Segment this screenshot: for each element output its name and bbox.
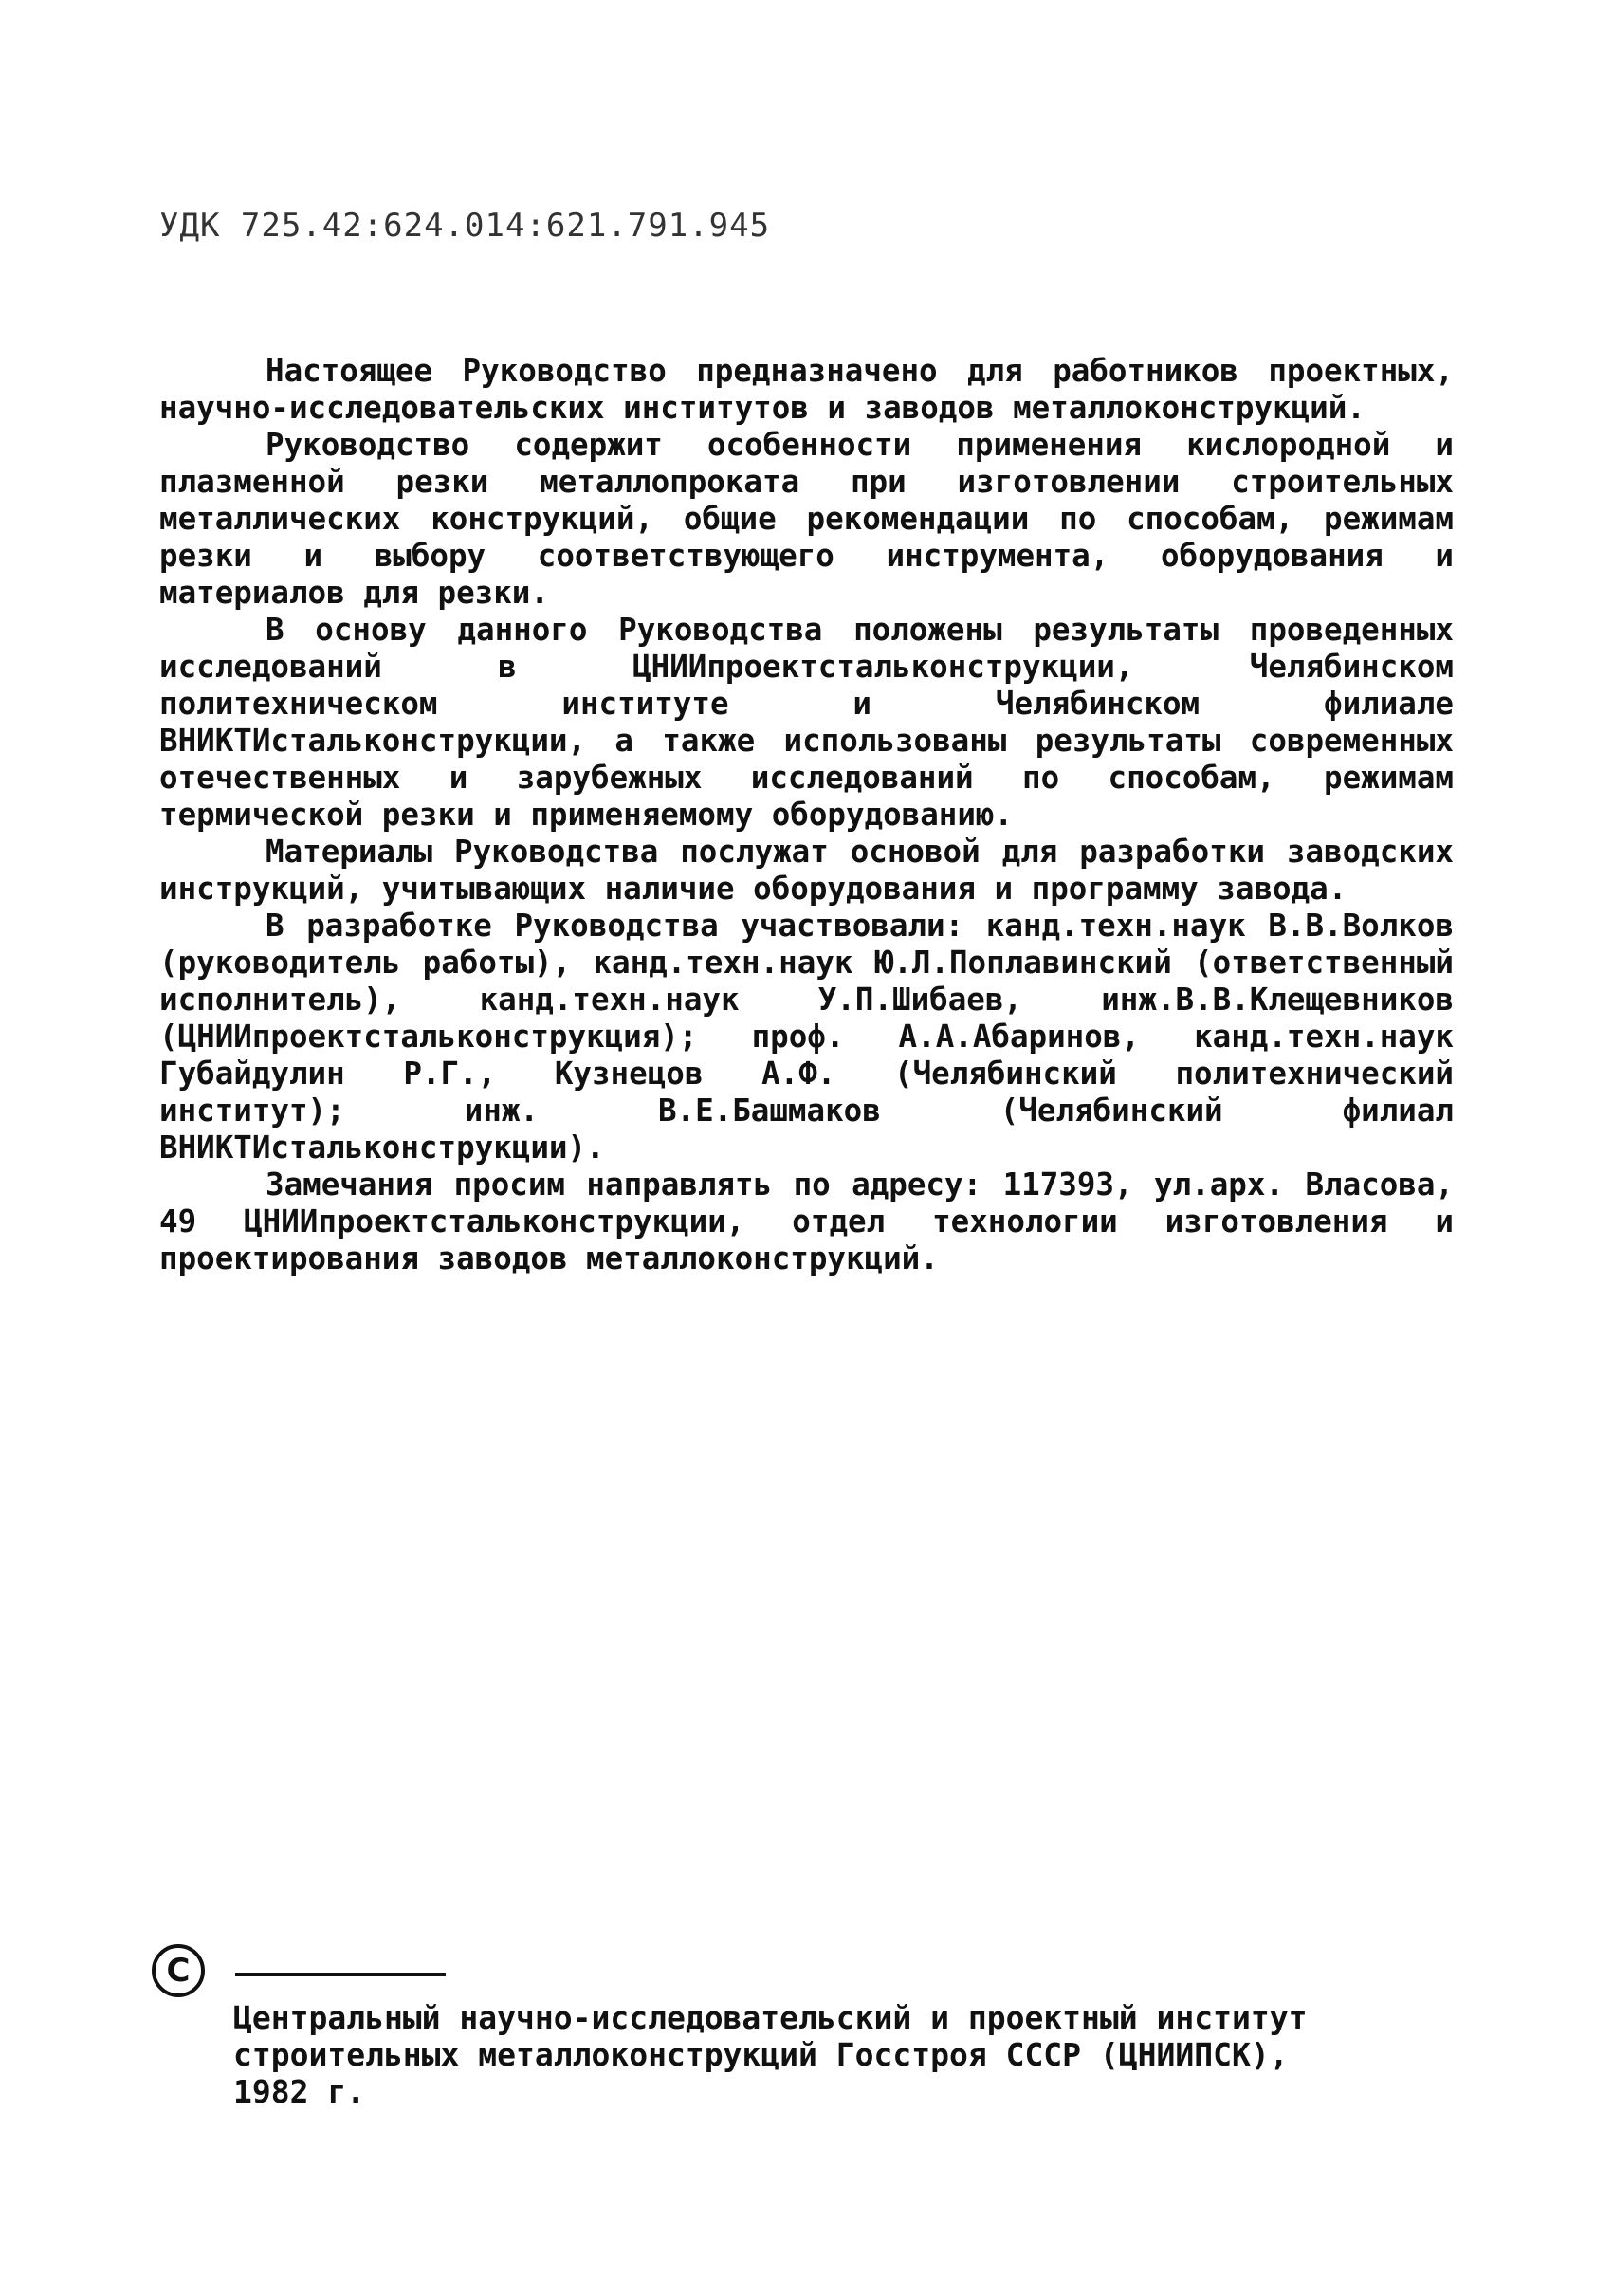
publisher-line: Центральный научно-исследовательский и проектный институт: [233, 1999, 1308, 2036]
footer-divider: [235, 1973, 446, 1976]
publisher-year: 1982 г.: [233, 2073, 366, 2110]
paragraph-purpose: Настоящее Руководство предназначено для работников проектных, научно-исследовательских институтов и заводов металлоконструкций.: [159, 353, 1454, 426]
paragraph-materials: Материалы Руководства послужат основой для разработки заводских инструкций, учитывающих наличие оборудования и программу завода.: [159, 834, 1454, 907]
paragraph-contents: Руководство содержит особенности применения кислородной и плазменной резки металлопроката при изготовлении строительных металлических конструкций, общие рекомендации по способам, режимам резки и выбору соответствующего инструмента, оборудования и материалов для резки.: [159, 427, 1454, 611]
copyright-icon: C: [152, 1944, 205, 1997]
paragraph-feedback: Замечания просим направлять по адресу: 117393, ул.арх. Власова, 49 ЦНИИпроектстальконструкции, отдел технологии изготовления и проектирования заводов металлоконструкций.: [159, 1166, 1454, 1277]
paragraph-authors: В разработке Руководства участвовали: канд.техн.наук В.В.Волков (руководитель работы), канд.техн.наук Ю.Л.Поплавинский (ответственный исполнитель), канд.техн.наук У.П.Шибаев, инж.В.В.Клещевников (ЦНИИпроектстальконструкция); проф. А.А.Абаринов, канд.техн.наук Губайдулин Р.Г., Кузнецов А.Ф. (Челябинский политехнический институт); инж. В.Е.Башмаков (Челябинский филиал ВНИКТИстальконструкции).: [159, 908, 1454, 1166]
publisher-block: [233, 1999, 1428, 2110]
publisher-line: строительных металлоконструкций Госстроя СССР (ЦНИИПСК),: [233, 2036, 1289, 2073]
paragraph-basis: В основу данного Руководства положены результаты проведенных исследований в ЦНИИпроектстальконструкции, Челябинском политехническом институте и Челябинском филиале ВНИКТИстальконструкции, а также использованы результаты современных отечественных и зарубежных исследований по способам, режимам термической резки и применяемому оборудованию.: [159, 612, 1454, 833]
udk-code: УДК 725.42:624.014:621.791.945: [159, 207, 771, 245]
body-text: [159, 353, 1454, 1277]
